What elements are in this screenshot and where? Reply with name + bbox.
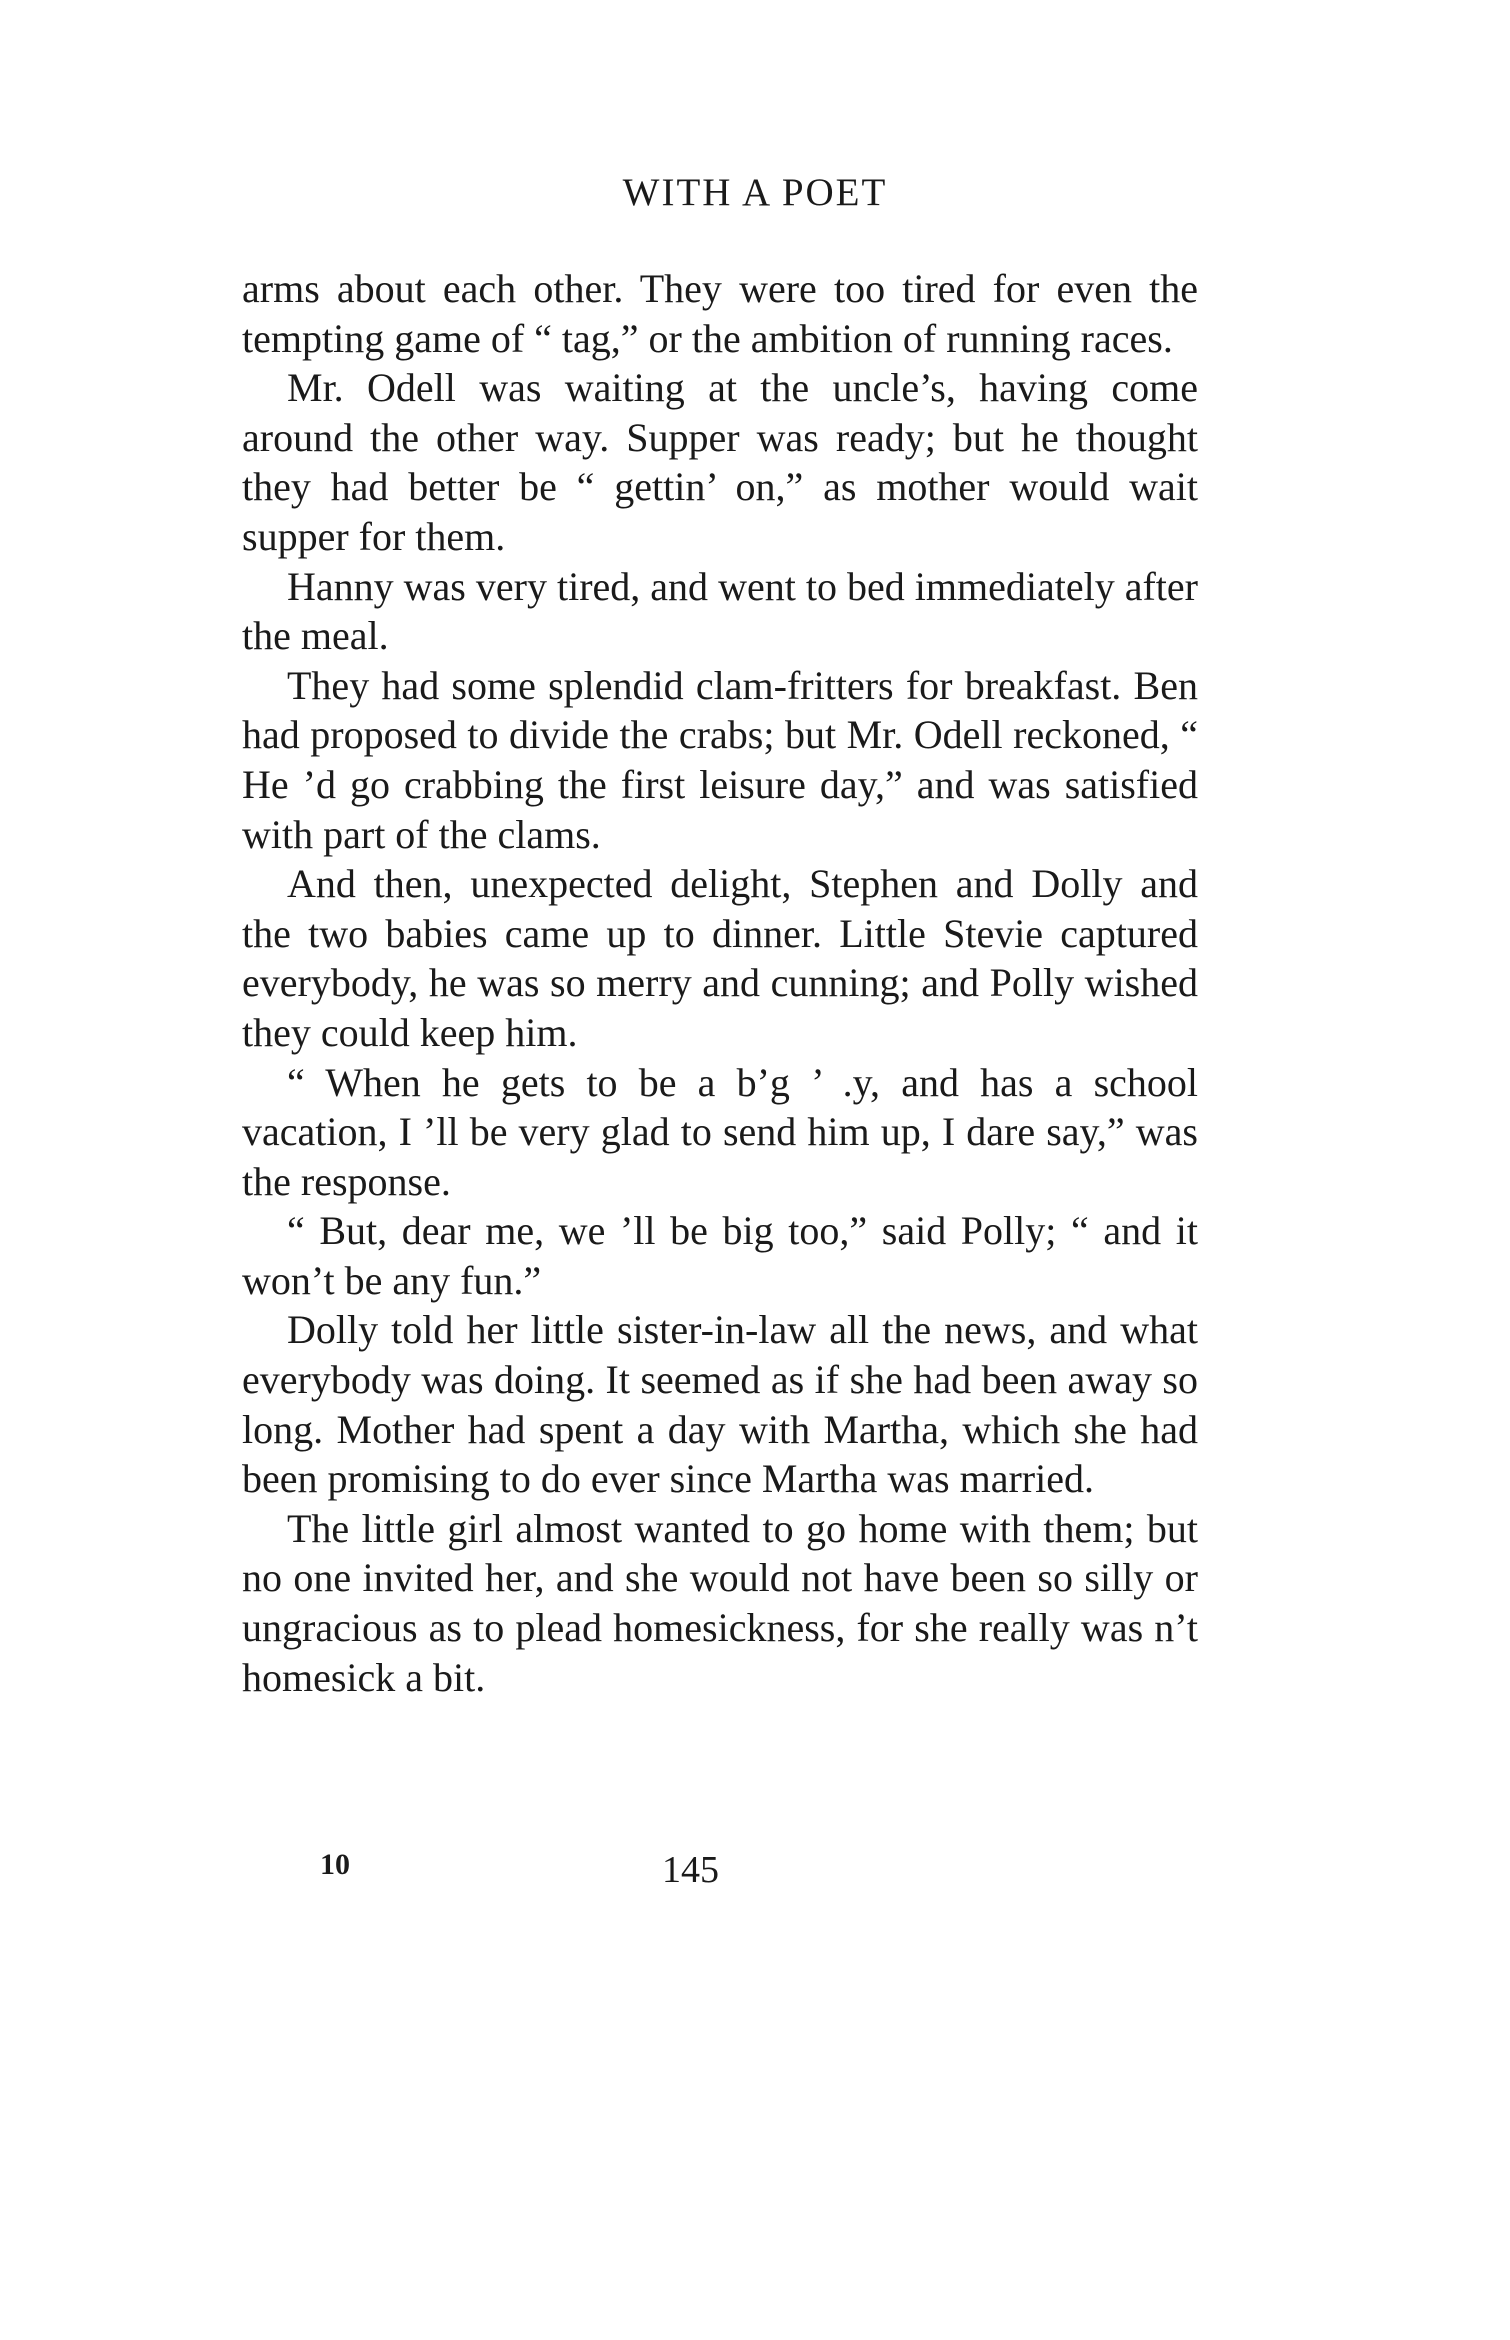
page-footer: [0, 1848, 1510, 1898]
paragraph: arms about each other. They were too tired for even the tempting game of “ tag,” or the ambition of running races.: [242, 266, 1198, 361]
paragraph: The little girl almost wanted to go home with them; but no one invited her, and she would not have been so silly or ungracious as to plead homesickness, for she really was n’t homesick a bit.: [242, 1505, 1198, 1700]
paragraph: Hanny was very tired, and went to bed immediately after the meal.: [242, 563, 1198, 659]
body-text: [242, 264, 1198, 1702]
paragraph: “ When he gets to be a b’g ’ .y, and has a school vacation, I ’ll be very glad to send him up, I dare say,” was the response.: [242, 1059, 1198, 1204]
running-head-title: WITH A POET: [622, 171, 888, 214]
signature-mark: 10: [320, 1848, 350, 1881]
paragraph: Dolly told her little sister-in-law all the news, and what everybody was doing. It seemed as if she had been away so long. Mother had spent a day with Martha, which she had been promising to do ever since Martha was married.: [242, 1307, 1198, 1502]
paragraph: “ But, dear me, we ’ll be big too,” said Polly; “ and it won’t be any fun.”: [242, 1208, 1198, 1303]
paragraph: And then, unexpected delight, Stephen and Dolly and the two babies came up to dinner. Little Stevie captured everybody, he was so merry and cunning; and Polly wished they could keep him.: [242, 861, 1198, 1055]
paragraph: They had some splendid clam-fritters for breakfast. Ben had proposed to divide the crabs; but Mr. Odell reckoned, “ He ’d go crabbing the first leisure day,” and was satisfied with part of the clams.: [242, 662, 1198, 857]
page-number: 145: [662, 1849, 719, 1891]
paragraph: Mr. Odell was waiting at the uncle’s, having come around the other way. Supper was ready; but he thought they had better be “ gettin’ on,” as mother would wait supper for them.: [242, 365, 1198, 559]
